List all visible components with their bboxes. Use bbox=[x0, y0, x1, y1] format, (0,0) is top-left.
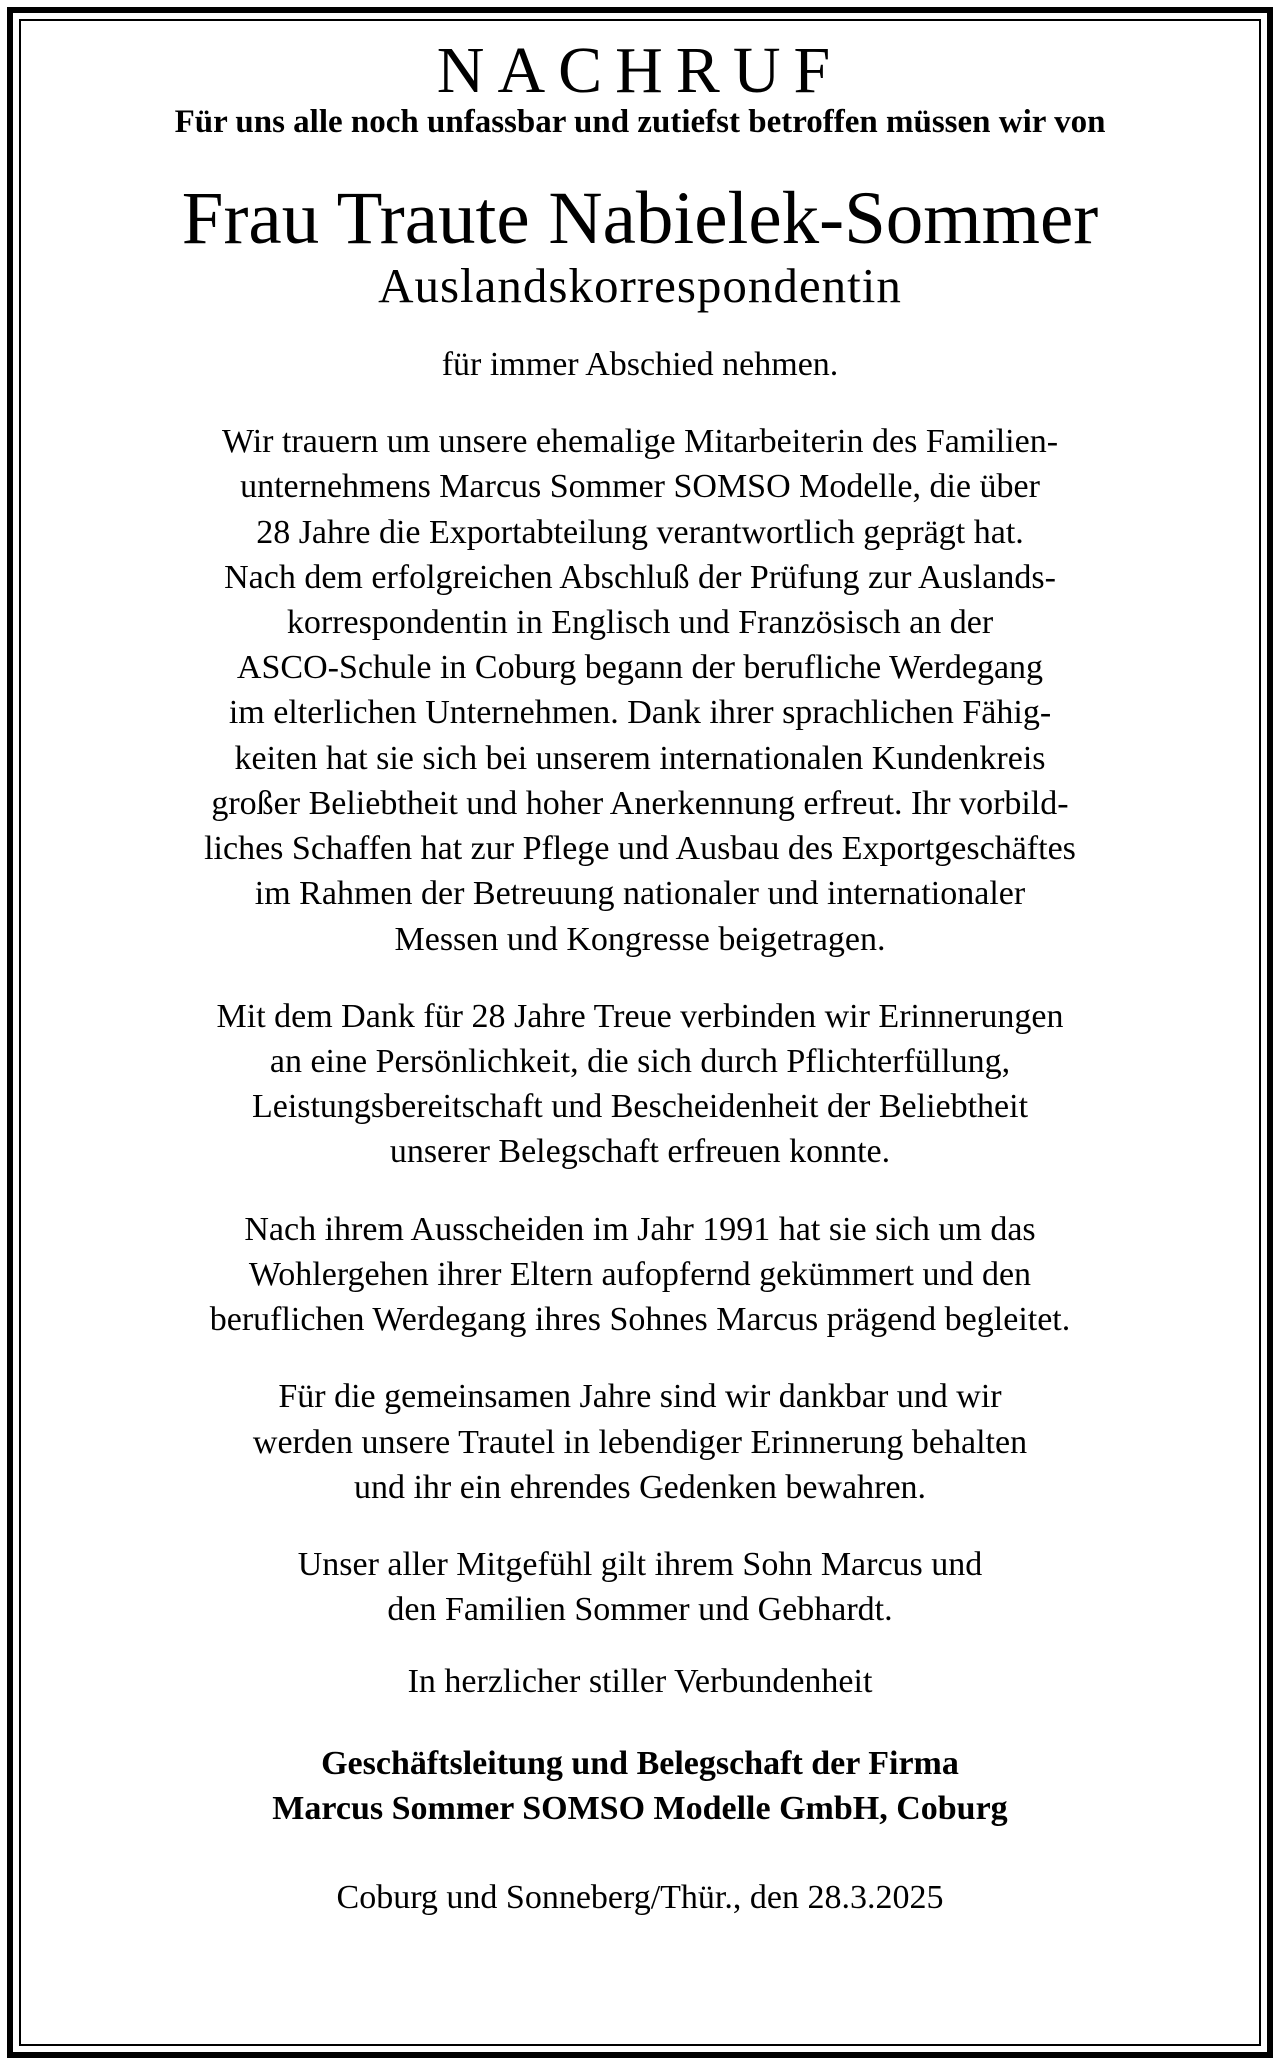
signoff-line: In herzlicher stiller Verbundenheit bbox=[407, 1663, 873, 1701]
paragraph-condolence: Unser aller Mitgefühl gilt ihrem Sohn Marcus und den Familien Sommer und Gebhardt. bbox=[297, 1545, 983, 1629]
organization-signature: Geschäftsleitung und Belegschaft der Firma Marcus Sommer SOMSO Modelle GmbH, Coburg bbox=[272, 1744, 1008, 1828]
deceased-role: Auslandskorrespondentin bbox=[378, 258, 902, 314]
paragraph-retirement: Nach ihrem Ausscheiden im Jahr 1991 hat sie sich um das Wohlergehen ihrer Eltern aufopfernd gekümmert und den beruflichen Werdegang ihres Sohnes Marcus prägend begleitet. bbox=[209, 1210, 1071, 1339]
farewell-line: für immer Abschied nehmen. bbox=[441, 345, 839, 383]
obituary-notice bbox=[40, 30, 1240, 1921]
heading: NACHRUF bbox=[436, 34, 844, 107]
deceased-name: Frau Traute Nabielek-Sommer bbox=[181, 177, 1099, 261]
intro-line: Für uns alle noch unfassbar und zutiefst betroffen müssen wir von bbox=[174, 104, 1106, 140]
place-and-date: Coburg und Sonneberg/Thür., den 28.3.2025 bbox=[336, 1879, 944, 1917]
paragraph-gratitude: Mit dem Dank für 28 Jahre Treue verbinden wir Erinnerungen an eine Persönlichkeit, die sich durch Pflichterfüllung, Leistungsbereitschaft und Bescheidenheit der Beliebtheit unserer Belegschaft erfreuen konnte. bbox=[216, 997, 1064, 1171]
paragraph-remembrance: Für die gemeinsamen Jahre sind wir dankbar und wir werden unsere Trautel in lebendiger Erinnerung behalten und ihr ein ehrendes Gedenken bewahren. bbox=[252, 1378, 1028, 1506]
paragraph-career: Wir trauern um unsere ehemalige Mitarbeiterin des Familien- unternehmens Marcus Sommer SOMSO Modelle, die über 28 Jahre die Exportabteilung verantwortlich geprägt hat. Nach dem erfolgreichen Abschluß der Prüfung zur Auslands- korrespondentin in Englisch und Französisch an der ASCO-Schule in Coburg begann der berufliche Werdegang im elterlichen Unternehmen. Dank ihrer sprachlichen Fähig- keiten hat sie sich bei unserem internationalen Kundenkreis großer Beliebtheit und hoher Anerkennung erfreut. Ihr vorbild- liches Schaffen hat zur Pflege und Ausbau des Exportgeschäftes im Rahmen der Betreuung nationaler und internationaler Messen und Kongresse beigetragen. bbox=[204, 423, 1076, 958]
